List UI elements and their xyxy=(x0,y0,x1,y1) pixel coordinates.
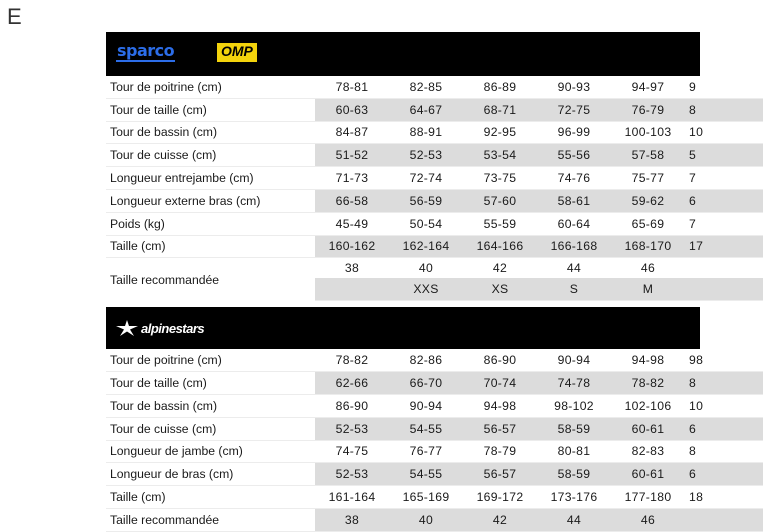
size-value-cell: 60-61 xyxy=(611,417,685,440)
size-value-cell: 38 xyxy=(315,508,389,531)
row-label: Tour de taille (cm) xyxy=(106,98,315,121)
size-value-cell: 92-95 xyxy=(463,121,537,144)
size-value-cell: 60-64 xyxy=(537,212,611,235)
size-value-cell: 74-75 xyxy=(315,440,389,463)
size-value-cell: 58-61 xyxy=(537,189,611,212)
sparco-omp-header xyxy=(106,32,700,76)
size-value-cell: 60-63 xyxy=(315,98,389,121)
row-label: Tour de taille (cm) xyxy=(106,372,315,395)
size-value-cell: 88-91 xyxy=(389,121,463,144)
size-value-cell: 90-93 xyxy=(537,76,611,98)
size-value-cell: 70-74 xyxy=(463,372,537,395)
measurement-row xyxy=(106,121,763,144)
size-value-cell: 45-49 xyxy=(315,212,389,235)
size-number-cell xyxy=(685,258,763,279)
size-value-cell: 17 xyxy=(685,235,763,258)
size-value-cell: 50-54 xyxy=(389,212,463,235)
size-value-cell: 10 xyxy=(685,121,763,144)
size-value-cell: 52-53 xyxy=(315,417,389,440)
size-value-cell: 74-78 xyxy=(537,372,611,395)
size-number-cell: 46 xyxy=(640,261,656,276)
size-value-cell: 73-75 xyxy=(463,167,537,190)
size-letter-cell: XS xyxy=(463,278,537,301)
row-label: Tour de poitrine (cm) xyxy=(106,349,315,371)
size-value-cell: 64-67 xyxy=(389,98,463,121)
size-value-cell: 173-176 xyxy=(537,486,611,509)
size-value-cell xyxy=(685,508,763,531)
size-value-cell: 7 xyxy=(685,212,763,235)
measurement-row xyxy=(106,486,763,509)
measurement-row xyxy=(106,235,763,258)
measurement-row xyxy=(106,144,763,167)
size-value-cell: 59-62 xyxy=(611,189,685,212)
size-value-cell: 162-164 xyxy=(389,235,463,258)
row-label: Taille (cm) xyxy=(106,235,315,258)
row-label: Taille recommandée xyxy=(106,508,315,531)
size-value-cell: 54-55 xyxy=(389,463,463,486)
size-chart xyxy=(106,32,704,532)
size-value-cell: 6 xyxy=(685,417,763,440)
size-value-cell: 18 xyxy=(685,486,763,509)
size-value-cell: 165-169 xyxy=(389,486,463,509)
size-value-cell: 74-76 xyxy=(537,167,611,190)
size-value-cell: 90-94 xyxy=(537,349,611,371)
sparco-omp-table xyxy=(106,76,763,301)
size-value-cell: 9 xyxy=(685,76,763,98)
size-value-cell: 56-57 xyxy=(463,463,537,486)
measurement-row xyxy=(106,167,763,190)
size-value-cell: 68-71 xyxy=(463,98,537,121)
alpinestars-header xyxy=(106,307,700,349)
measurement-row xyxy=(106,463,763,486)
size-value-cell: 60-61 xyxy=(611,463,685,486)
size-value-cell: 94-98 xyxy=(611,349,685,371)
size-value-cell: 166-168 xyxy=(537,235,611,258)
measurement-row xyxy=(106,98,763,121)
size-number-cell: 42 xyxy=(492,261,508,276)
size-value-cell: 55-56 xyxy=(537,144,611,167)
row-label: Tour de cuisse (cm) xyxy=(106,417,315,440)
size-value-cell: 10 xyxy=(685,394,763,417)
row-label: Taille (cm) xyxy=(106,486,315,509)
alpinestars-wordmark: alpinestars xyxy=(141,320,205,336)
row-label: Taille recommandée xyxy=(110,272,220,287)
size-value-cell: 44 xyxy=(537,508,611,531)
size-value-cell: 75-77 xyxy=(611,167,685,190)
size-value-cell: 78-79 xyxy=(463,440,537,463)
size-value-cell: 7 xyxy=(685,167,763,190)
omp-logo: OMP xyxy=(217,43,257,62)
size-letter-cell: S xyxy=(537,278,611,301)
size-letter-cell xyxy=(685,278,763,301)
size-value-cell: 86-90 xyxy=(315,394,389,417)
size-letter-cell: XXS xyxy=(389,278,463,301)
star-icon xyxy=(116,320,138,336)
size-value-cell: 6 xyxy=(685,189,763,212)
measurement-row xyxy=(106,372,763,395)
size-value-cell: 56-59 xyxy=(389,189,463,212)
size-value-cell: 56-57 xyxy=(463,417,537,440)
size-value-cell: 80-81 xyxy=(537,440,611,463)
size-number-cell: 38 xyxy=(344,261,360,276)
size-value-cell: 52-53 xyxy=(315,463,389,486)
size-number-cell: 40 xyxy=(418,261,434,276)
size-value-cell: 51-52 xyxy=(315,144,389,167)
page-letter: E xyxy=(7,4,22,29)
size-value-cell: 57-60 xyxy=(463,189,537,212)
row-label: Longueur entrejambe (cm) xyxy=(106,167,315,190)
size-number-cell: 44 xyxy=(566,261,582,276)
size-value-cell: 98 xyxy=(685,349,763,371)
row-label: Longueur de bras (cm) xyxy=(106,463,315,486)
size-value-cell: 100-103 xyxy=(611,121,685,144)
size-value-cell: 55-59 xyxy=(463,212,537,235)
row-label: Tour de cuisse (cm) xyxy=(106,144,315,167)
size-value-cell: 82-86 xyxy=(389,349,463,371)
row-label: Tour de poitrine (cm) xyxy=(106,76,315,98)
size-value-cell: 82-83 xyxy=(611,440,685,463)
size-value-cell: 78-82 xyxy=(315,349,389,371)
size-value-cell: 71-73 xyxy=(315,167,389,190)
size-value-cell: 164-166 xyxy=(463,235,537,258)
row-label: Tour de bassin (cm) xyxy=(106,394,315,417)
size-letter-cell xyxy=(315,278,389,301)
size-value-cell: 98-102 xyxy=(537,394,611,417)
size-value-cell: 76-77 xyxy=(389,440,463,463)
size-value-cell: 90-94 xyxy=(389,394,463,417)
measurement-row xyxy=(106,394,763,417)
size-value-cell: 6 xyxy=(685,463,763,486)
size-value-cell: 86-90 xyxy=(463,349,537,371)
size-value-cell: 78-82 xyxy=(611,372,685,395)
size-value-cell: 86-89 xyxy=(463,76,537,98)
measurement-row xyxy=(106,508,763,531)
size-value-cell: 66-58 xyxy=(315,189,389,212)
row-label: Longueur de jambe (cm) xyxy=(106,440,315,463)
measurement-row xyxy=(106,76,763,98)
size-value-cell: 169-172 xyxy=(463,486,537,509)
size-value-cell: 94-98 xyxy=(463,394,537,417)
measurement-row xyxy=(106,189,763,212)
measurement-row xyxy=(106,349,763,371)
size-value-cell: 53-54 xyxy=(463,144,537,167)
row-label: Tour de bassin (cm) xyxy=(106,121,315,144)
size-value-cell: 40 xyxy=(389,508,463,531)
size-value-cell: 78-81 xyxy=(315,76,389,98)
size-value-cell: 160-162 xyxy=(315,235,389,258)
size-value-cell: 66-70 xyxy=(389,372,463,395)
row-label: Longueur externe bras (cm) xyxy=(106,189,315,212)
size-value-cell: 5 xyxy=(685,144,763,167)
size-value-cell: 84-87 xyxy=(315,121,389,144)
size-value-cell: 102-106 xyxy=(611,394,685,417)
alpinestars-table xyxy=(106,349,763,531)
size-value-cell: 58-59 xyxy=(537,417,611,440)
size-value-cell: 52-53 xyxy=(389,144,463,167)
size-value-cell: 46 xyxy=(611,508,685,531)
measurement-row xyxy=(106,417,763,440)
size-value-cell: 177-180 xyxy=(611,486,685,509)
size-value-cell: 82-85 xyxy=(389,76,463,98)
size-value-cell: 76-79 xyxy=(611,98,685,121)
size-value-cell: 168-170 xyxy=(611,235,685,258)
size-value-cell: 57-58 xyxy=(611,144,685,167)
size-value-cell: 72-74 xyxy=(389,167,463,190)
size-value-cell: 161-164 xyxy=(315,486,389,509)
alpinestars-logo xyxy=(116,320,204,336)
row-label: Poids (kg) xyxy=(106,212,315,235)
size-value-cell: 62-66 xyxy=(315,372,389,395)
measurement-row xyxy=(106,440,763,463)
size-value-cell: 8 xyxy=(685,440,763,463)
size-value-cell: 58-59 xyxy=(537,463,611,486)
sparco-logo: sparco xyxy=(117,41,175,60)
size-value-cell: 72-75 xyxy=(537,98,611,121)
size-value-cell: 65-69 xyxy=(611,212,685,235)
recommended-size-row xyxy=(106,258,763,279)
size-value-cell: 42 xyxy=(463,508,537,531)
size-value-cell: 54-55 xyxy=(389,417,463,440)
size-value-cell: 94-97 xyxy=(611,76,685,98)
size-value-cell: 8 xyxy=(685,98,763,121)
size-letter-cell: M xyxy=(611,278,685,301)
measurement-row xyxy=(106,212,763,235)
size-value-cell: 96-99 xyxy=(537,121,611,144)
size-value-cell: 8 xyxy=(685,372,763,395)
